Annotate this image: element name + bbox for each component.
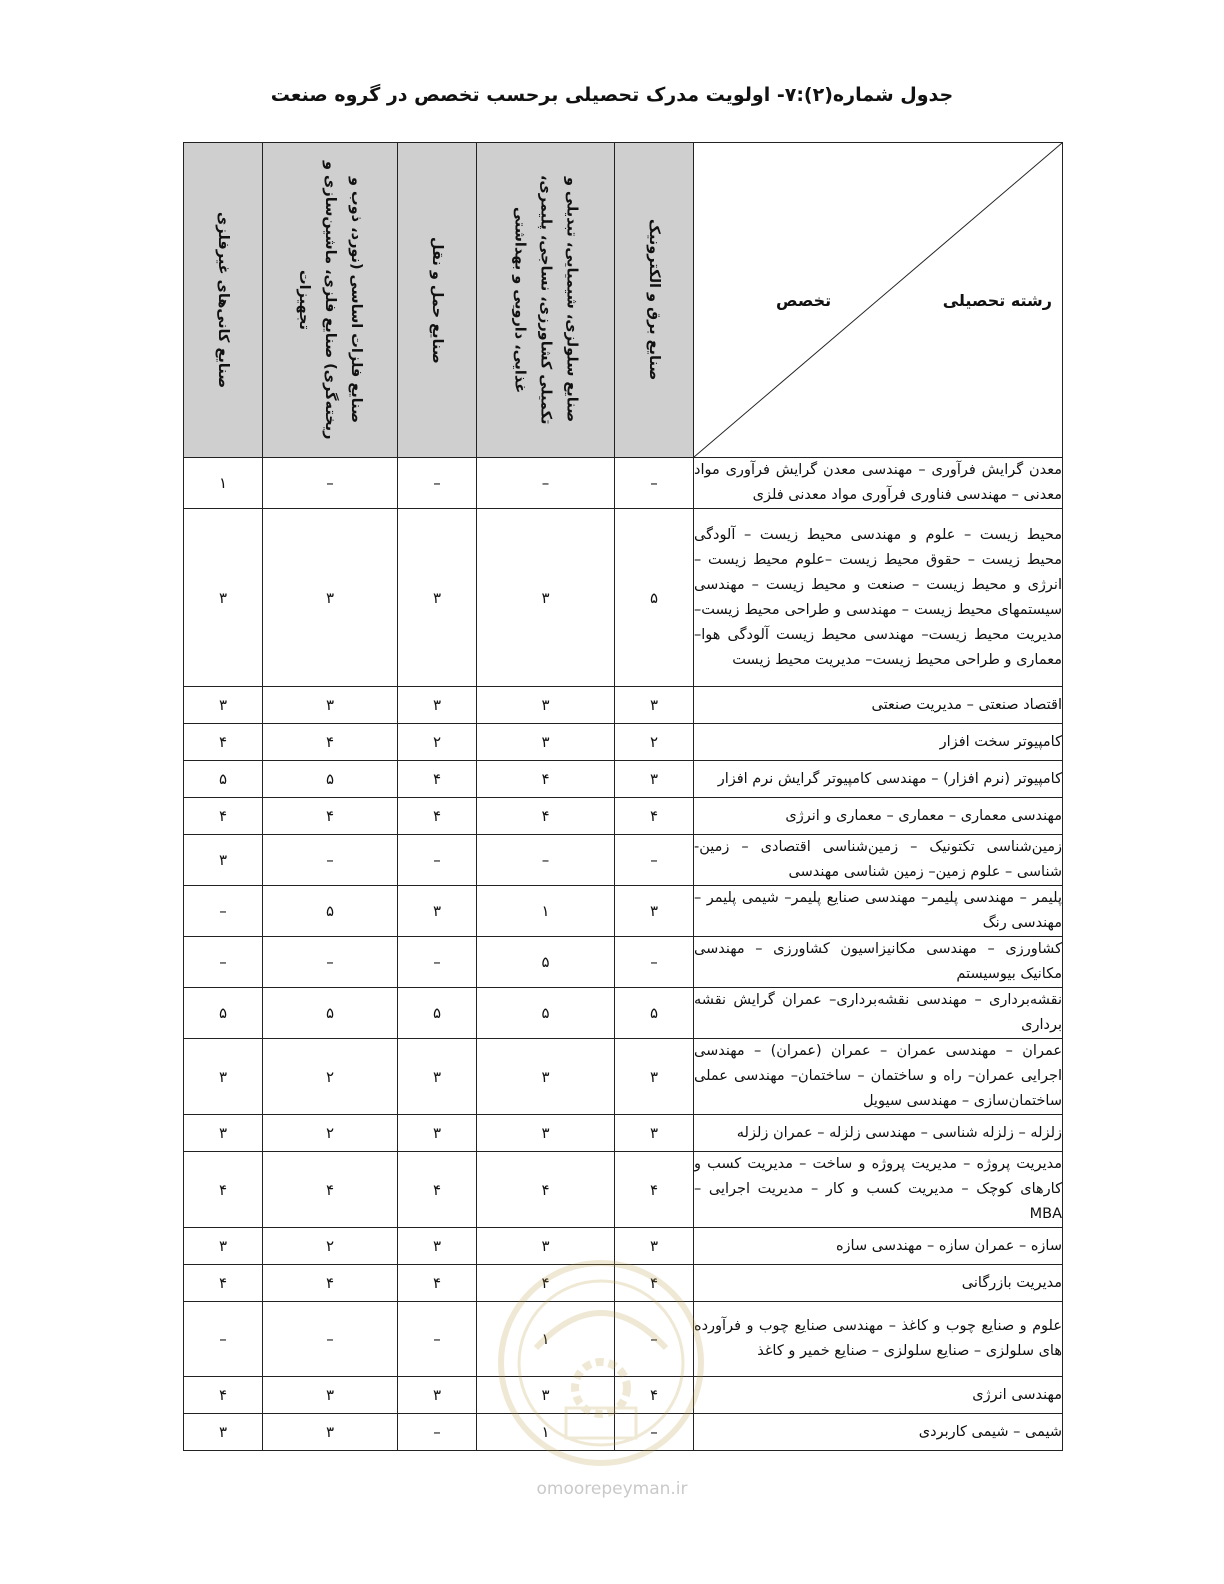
priority-cell: ۴ [477,1265,615,1302]
field-cell: مهندسی معماری – معماری – معماری و انرژی [694,798,1063,835]
field-cell: شیمی – شیمی کاربردی [694,1414,1063,1451]
industry-header-nonmetal-minerals [184,143,263,458]
priority-cell: ۴ [184,798,263,835]
priority-cell: ۳ [615,1228,694,1265]
priority-cell: ۴ [184,1377,263,1414]
priority-cell: ۵ [477,988,615,1039]
seal-logo-icon [496,1258,706,1468]
priority-cell: ۳ [263,1377,398,1414]
priority-cell: ۳ [615,1039,694,1115]
priority-cell: – [615,835,694,886]
priority-cell: – [398,1302,477,1377]
table-row [184,1039,1063,1115]
field-cell: زمین‌شناسی تکتونیک – زمین‌شناسی اقتصادی – زمین-شناسی – علوم زمین– زمین شناسی مهندسی [694,835,1063,886]
priority-cell: ۴ [477,1152,615,1228]
priority-cell: ۳ [615,1115,694,1152]
industry-header-cellulose-chemical [477,143,615,458]
priority-cell: ۴ [263,798,398,835]
page-title: جدول شماره(۲):۷- اولویت مدرک تحصیلی برحسب تخصص در گروه صنعت [270,84,954,106]
industry-header-metals [263,143,398,458]
watermark-url: omoorepeyman.ir [536,1479,688,1499]
priority-cell: ۳ [398,1039,477,1115]
priority-cell: ۳ [477,1115,615,1152]
priority-cell: ۴ [263,724,398,761]
header-row [184,143,1063,458]
spec-label: تخصص [776,291,832,310]
priority-cell: ۴ [477,798,615,835]
priority-cell: ۳ [477,1377,615,1414]
priority-cell: ۳ [263,1414,398,1451]
priority-cell: – [263,835,398,886]
priority-cell: – [184,937,263,988]
table-row [184,988,1063,1039]
priority-cell: – [398,1414,477,1451]
table-row [184,937,1063,988]
industry-label: صنایع فلزات اساسی (نورد، ذوب و ریخته‌گری) صنایع فلزی، ماشین‌سازی و تجهیزات [296,160,364,440]
field-cell: عمران – مهندسی عمران – عمران (عمران) – مهندسی اجرایی عمران– راه و ساختمان – ساختمان– مهندسی عملی ساختمان‌سازی – مهندسی سیویل [694,1039,1063,1115]
priority-cell: – [615,458,694,509]
priority-cell: – [398,835,477,886]
priority-cell: ۳ [184,1039,263,1115]
industry-label: صنایع کانی‌های غیرفلزی [215,211,231,389]
field-cell: زلزله – زلزله شناسی – مهندسی زلزله – عمران زلزله [694,1115,1063,1152]
priority-table [183,142,1063,1451]
field-cell: محیط زیست – علوم و مهندسی محیط زیست – آلودگی محیط زیست – حقوق محیط زیست –علوم محیط زیست – انرژی و محیط زیست – صنعت و محیط زیست – مهندسی سیستمهای محیط زیست – مهندسی و طراحی محیط زیست– مدیریت محیط زیست– مهندسی محیط زیست آلودگی هوا– معماری و طراحی محیط زیست– مدیریت محیط زیست [694,509,1063,687]
priority-cell: – [263,937,398,988]
priority-cell: ۳ [398,1228,477,1265]
priority-cell: – [398,458,477,509]
priority-cell: ۵ [263,886,398,937]
table-row [184,835,1063,886]
priority-cell: ۳ [398,886,477,937]
field-cell: نقشه‌برداری – مهندسی نقشه‌برداری– عمران گرایش نقشه برداری [694,988,1063,1039]
priority-cell: ۳ [263,509,398,687]
priority-cell: ۳ [398,687,477,724]
industry-header-transport [398,143,477,458]
table-row [184,509,1063,687]
field-cell: سازه – عمران سازه – مهندسی سازه [694,1228,1063,1265]
priority-cell: ۳ [615,886,694,937]
priority-cell: – [477,458,615,509]
priority-cell: ۳ [477,509,615,687]
priority-cell: ۳ [477,1039,615,1115]
priority-cell: ۳ [615,761,694,798]
field-cell: کامپیوتر (نرم افزار) – مهندسی کامپیوتر گرایش نرم افزار [694,761,1063,798]
priority-cell: ۳ [615,687,694,724]
priority-cell: ۳ [477,687,615,724]
field-label: رشته تحصیلی [942,291,1052,310]
field-cell: اقتصاد صنعتی – مدیریت صنعتی [694,687,1063,724]
priority-cell: ۲ [263,1115,398,1152]
priority-cell: ۲ [263,1228,398,1265]
priority-cell: ۲ [615,724,694,761]
priority-cell: ۴ [184,1265,263,1302]
priority-cell: ۲ [263,1039,398,1115]
priority-cell: ۳ [184,1115,263,1152]
priority-cell: ۳ [398,1377,477,1414]
priority-cell: ۳ [184,1414,263,1451]
priority-cell: ۴ [615,798,694,835]
priority-cell: ۵ [477,937,615,988]
field-cell: مدیریت بازرگانی [694,1265,1063,1302]
priority-cell: ۵ [263,988,398,1039]
priority-cell: ۲ [398,724,477,761]
priority-cell: ۴ [398,761,477,798]
table-row [184,761,1063,798]
field-cell: کامپیوتر سخت افزار [694,724,1063,761]
priority-cell: ۳ [184,687,263,724]
priority-cell: ۱ [477,1302,615,1377]
priority-cell: ۱ [477,886,615,937]
priority-cell: – [184,886,263,937]
field-cell: مدیریت پروژه – مدیریت پروژه و ساخت – مدیریت کسب و کارهای کوچک – مدیریت کسب و کار – مدیریت اجرایی – MBA [694,1152,1063,1228]
priority-cell: ۳ [184,1228,263,1265]
field-cell: مهندسی انرژی [694,1377,1063,1414]
priority-cell: ۵ [615,509,694,687]
priority-cell: ۴ [615,1377,694,1414]
priority-cell: ۴ [398,1152,477,1228]
field-cell: کشاورزی – مهندسی مکانیزاسیون کشاورزی – مهندسی مکانیک بیوسیستم [694,937,1063,988]
priority-cell: – [615,1414,694,1451]
table-row [184,687,1063,724]
table-row [184,724,1063,761]
priority-cell: – [184,1302,263,1377]
priority-cell: – [263,458,398,509]
priority-cell: – [398,937,477,988]
priority-cell: ۳ [184,835,263,886]
table-row [184,1115,1063,1152]
field-spec-header-cell [694,143,1063,458]
priority-cell: ۱ [184,458,263,509]
industry-header-electronics [615,143,694,458]
priority-cell: ۳ [477,724,615,761]
table-row [184,798,1063,835]
industry-label: صنایع حمل و نقل [429,236,445,364]
priority-cell: ۵ [184,761,263,798]
priority-cell: ۴ [615,1152,694,1228]
priority-cell: ۳ [477,1228,615,1265]
priority-cell: ۴ [615,1265,694,1302]
priority-cell: – [477,835,615,886]
industry-label: صنایع سلولزی، شیمیایی، تبدیلی و تکمیلی کشاورزی، نساجی، پلیمری، غذایی، دارویی و بهداشتی [511,175,580,425]
priority-cell: ۵ [263,761,398,798]
priority-cell: ۴ [263,1265,398,1302]
priority-cell: ۱ [477,1414,615,1451]
priority-cell: ۴ [184,1152,263,1228]
field-cell: معدن گرایش فرآوری – مهندسی معدن گرایش فرآوری مواد معدنی – مهندسی فناوری فرآوری مواد معدنی فلزی [694,458,1063,509]
priority-cell: – [615,1302,694,1377]
priority-cell: ۳ [263,687,398,724]
priority-cell: – [263,1302,398,1377]
priority-cell: – [615,937,694,988]
priority-cell: ۵ [184,988,263,1039]
field-cell: علوم و صنایع چوب و کاغذ – مهندسی صنایع چوب و فرآورده های سلولزی – صنایع سلولزی – صنایع خمیر و کاغذ [694,1302,1063,1377]
industry-label: صنایع برق و الکترونیک [646,219,662,381]
table-row [184,886,1063,937]
priority-cell: ۴ [398,798,477,835]
priority-cell: ۴ [263,1152,398,1228]
table-row [184,1152,1063,1228]
priority-cell: ۴ [398,1265,477,1302]
priority-cell: ۳ [398,1115,477,1152]
priority-cell: ۵ [615,988,694,1039]
field-cell: پلیمر – مهندسی پلیمر– مهندسی صنایع پلیمر– شیمی پلیمر – مهندسی رنگ [694,886,1063,937]
priority-cell: ۵ [398,988,477,1039]
priority-cell: ۳ [184,509,263,687]
priority-cell: ۳ [398,509,477,687]
priority-cell: ۴ [477,761,615,798]
table-row [184,458,1063,509]
priority-cell: ۴ [184,724,263,761]
